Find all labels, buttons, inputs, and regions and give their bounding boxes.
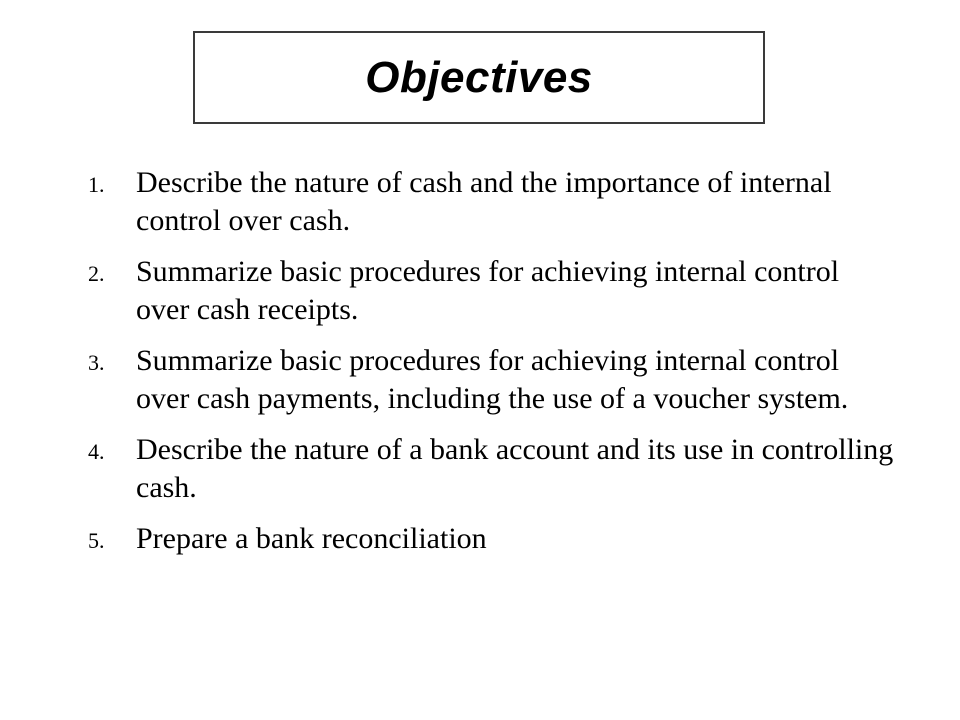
objective-number: 4. bbox=[88, 439, 105, 464]
objective-text: Summarize basic procedures for achieving internal control over cash receipts. bbox=[136, 255, 840, 326]
objective-number: 3. bbox=[88, 350, 105, 375]
title-box bbox=[193, 31, 765, 124]
objective-number: 5. bbox=[88, 528, 105, 553]
objective-text: Prepare a bank reconciliation bbox=[136, 522, 487, 555]
objective-item bbox=[88, 520, 908, 558]
objective-item bbox=[88, 164, 908, 240]
objective-number: 1. bbox=[88, 172, 105, 197]
objective-item bbox=[88, 253, 908, 329]
objectives-list bbox=[88, 164, 908, 571]
objective-item bbox=[88, 342, 908, 418]
objective-text: Describe the nature of cash and the importance of internal control over cash. bbox=[136, 166, 832, 237]
objective-number: 2. bbox=[88, 261, 105, 286]
objective-text: Describe the nature of a bank account and its use in controlling cash. bbox=[136, 433, 894, 504]
objective-text: Summarize basic procedures for achieving internal control over cash payments, including the use of a voucher system. bbox=[136, 344, 849, 415]
slide-title: Objectives bbox=[365, 52, 593, 102]
objective-item bbox=[88, 431, 908, 507]
